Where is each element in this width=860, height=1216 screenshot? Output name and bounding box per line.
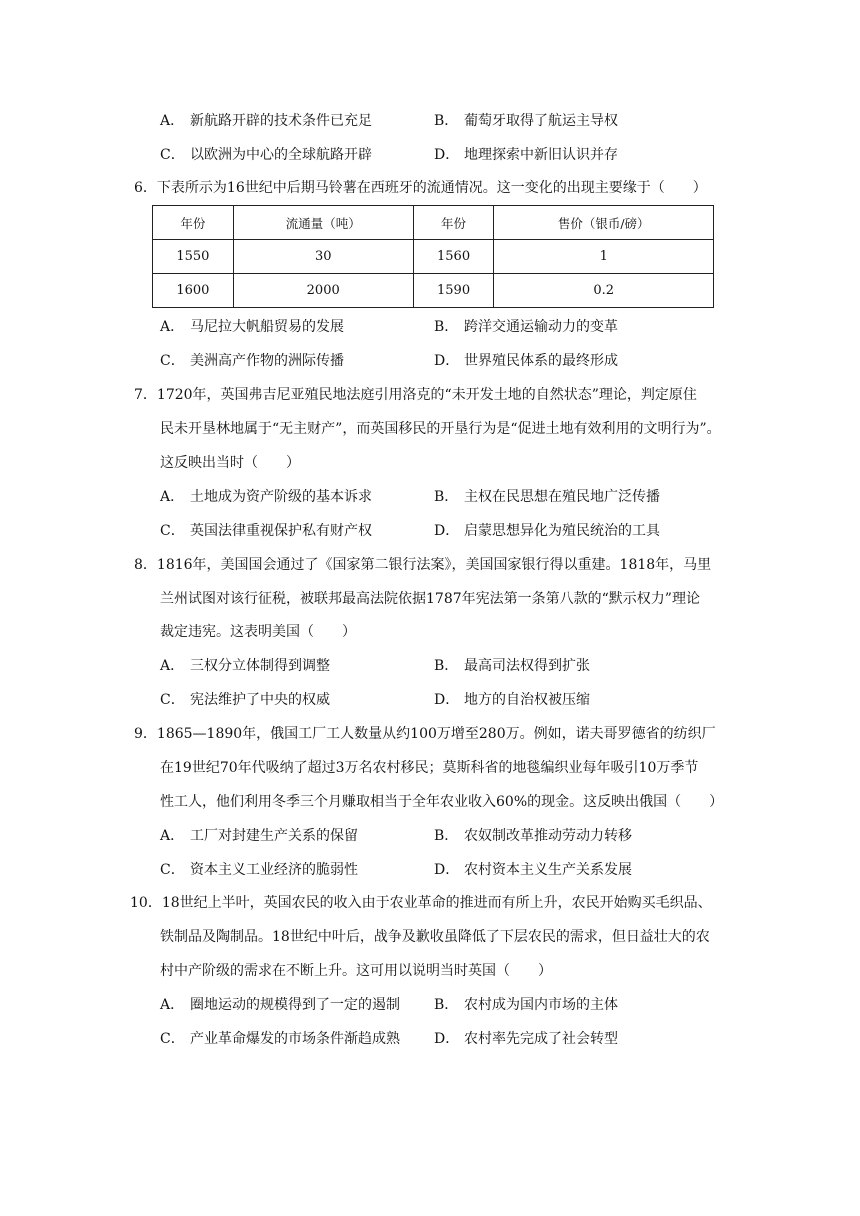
q10-stem-line-1 (130, 893, 712, 913)
option-letter: D． (434, 862, 460, 878)
option-text: 农村率先完成了社会转型 (464, 1031, 618, 1047)
option-letter: B． (434, 828, 459, 844)
option-letter: C． (160, 523, 185, 539)
option-text: 启蒙思想异化为殖民统治的工具 (464, 523, 660, 539)
option-text: 农村资本主义生产关系发展 (464, 862, 632, 878)
q8-stem-line-1 (134, 555, 711, 575)
q9-option-d (434, 860, 632, 880)
table-cell: 1 (494, 240, 714, 274)
q8-option-b (434, 656, 590, 676)
q10-stem-line-2: 铁制品及陶制品。18世纪中叶后，战争及歉收虽降低了下层农民的需求，但日益壮大的农 (160, 929, 710, 945)
option-text: 马尼拉大帆船贸易的发展 (190, 319, 344, 335)
option-text: 地方的自治权被压缩 (464, 692, 590, 708)
option-text: 跨洋交通运输动力的变革 (464, 319, 618, 335)
option-letter: D． (434, 692, 460, 708)
option-letter: A． (160, 658, 185, 674)
option-text: 圈地运动的规模得到了一定的遏制 (190, 997, 400, 1013)
q10-option-b (434, 995, 618, 1015)
option-letter: A． (160, 489, 185, 505)
table-header: 售价（银币/磅） (494, 206, 714, 240)
option-text: 美洲高产作物的洲际传播 (190, 353, 344, 369)
option-letter: A． (160, 319, 185, 335)
table-header: 年份 (153, 206, 234, 240)
table-cell: 0.2 (494, 274, 714, 308)
option-letter: B． (434, 489, 459, 505)
table-cell: 1560 (413, 240, 494, 274)
option-letter: B． (434, 997, 459, 1013)
question-text: 1816年，美国国会通过了《国家第二银行法案》，美国国家银行得以重建。1818年，马里 (156, 557, 712, 573)
table-row (153, 274, 714, 308)
question-number: 7． (134, 387, 157, 403)
option-letter: A． (160, 997, 185, 1013)
q5-option-b (434, 111, 618, 131)
option-text: 三权分立体制得到调整 (190, 658, 330, 674)
table-header-row (153, 206, 714, 240)
q10-stem-line-3: 村中产阶级的需求在不断上升。这可用以说明当时英国（ ） (160, 963, 552, 979)
option-letter: A． (160, 113, 185, 129)
q5-option-a (160, 111, 372, 131)
table-cell: 30 (233, 240, 413, 274)
question-text: 下表所示为16世纪中后期马铃薯在西班牙的流通情况。这一变化的出现主要缘于（ ） (156, 180, 707, 196)
option-text: 最高司法权得到扩张 (464, 658, 590, 674)
option-letter: C． (160, 862, 185, 878)
q10-option-c (160, 1029, 400, 1049)
q7-stem-line-3: 这反映出当时（ ） (160, 455, 300, 471)
q9-stem-line-1 (134, 724, 716, 744)
q8-stem-line-3: 裁定违宪。这表明美国（ ） (160, 624, 356, 640)
option-text: 葡萄牙取得了航运主导权 (464, 113, 618, 129)
q10-option-d (434, 1029, 618, 1049)
q6-table (152, 205, 714, 308)
q9-option-b (434, 826, 632, 846)
option-text: 产业革命爆发的市场条件渐趋成熟 (190, 1031, 400, 1047)
table-row (153, 240, 714, 274)
question-number: 8． (134, 557, 157, 573)
option-letter: D． (434, 147, 460, 163)
question-number: 10． (130, 895, 162, 911)
q7-option-a (160, 487, 372, 507)
option-letter: B． (434, 319, 459, 335)
q8-option-c (160, 690, 330, 710)
option-text: 宪法维护了中央的权威 (190, 692, 330, 708)
option-letter: A． (160, 828, 185, 844)
q9-stem-line-3: 性工人，他们利用冬季三个月赚取相当于全年农业收入60%的现金。这反映出俄国（ ） (160, 794, 724, 810)
option-text: 地理探索中新旧认识并存 (464, 147, 618, 163)
option-text: 资本主义工业经济的脆弱性 (190, 862, 358, 878)
question-text: 18世纪上半叶，英国农民的收入由于农业革命的推进而有所上升，农民开始购买毛织品、 (161, 895, 712, 911)
option-text: 以欧洲为中心的全球航路开辟 (190, 147, 372, 163)
table-header: 年份 (413, 206, 494, 240)
q7-stem-line-2: 民未开垦林地属于“无主财产”，而英国移民的开垦行为是“促进土地有效利用的文明行为”。 (160, 421, 721, 437)
q8-option-a (160, 656, 330, 676)
option-text: 英国法律重视保护私有财产权 (190, 523, 372, 539)
option-text: 新航路开辟的技术条件已充足 (190, 113, 372, 129)
option-letter: C． (160, 1031, 185, 1047)
option-letter: B． (434, 113, 459, 129)
option-letter: B． (434, 658, 459, 674)
option-letter: C． (160, 353, 185, 369)
q7-option-b (434, 487, 660, 507)
q7-option-c (160, 521, 372, 541)
table-cell: 1600 (153, 274, 234, 308)
q8-option-d (434, 690, 590, 710)
table-cell: 1590 (413, 274, 494, 308)
q9-option-c (160, 860, 358, 880)
question-text: 1865—1890年，俄国工厂工人数量从约100万增至280万。例如，诺夫哥罗德省的纺织厂 (156, 726, 716, 742)
option-letter: D． (434, 523, 460, 539)
option-letter: D． (434, 353, 460, 369)
q7-stem-line-1 (134, 385, 697, 405)
q9-option-a (160, 826, 358, 846)
option-text: 世界殖民体系的最终形成 (464, 353, 618, 369)
q5-option-c (160, 145, 372, 165)
q6-option-d (434, 351, 618, 371)
q8-stem-line-2: 兰州试图对该行征税，被联邦最高法院依据1787年宪法第一条第八款的“默示权力”理论 (160, 591, 700, 607)
table-cell: 2000 (233, 274, 413, 308)
table-cell: 1550 (153, 240, 234, 274)
option-text: 工厂对封建生产关系的保留 (190, 828, 358, 844)
option-text: 农奴制改革推动劳动力转移 (464, 828, 632, 844)
q7-option-d (434, 521, 660, 541)
q6-option-a (160, 317, 344, 337)
q6-option-b (434, 317, 618, 337)
option-text: 土地成为资产阶级的基本诉求 (190, 489, 372, 505)
option-letter: C． (160, 147, 185, 163)
q5-option-d (434, 145, 618, 165)
q6-stem (134, 178, 707, 198)
q10-option-a (160, 995, 400, 1015)
q9-stem-line-2: 在19世纪70年代吸纳了超过3万名农村移民；莫斯科省的地毯编织业每年吸引10万季节 (160, 760, 699, 776)
option-letter: C． (160, 692, 185, 708)
option-text: 农村成为国内市场的主体 (464, 997, 618, 1013)
option-letter: D． (434, 1031, 460, 1047)
question-text: 1720年，英国弗吉尼亚殖民地法庭引用洛克的“未开发土地的自然状态”理论，判定原住 (156, 387, 697, 403)
q6-option-c (160, 351, 344, 371)
question-number: 6． (134, 180, 157, 196)
table-header: 流通量（吨） (233, 206, 413, 240)
option-text: 主权在民思想在殖民地广泛传播 (464, 489, 660, 505)
question-number: 9． (134, 726, 157, 742)
